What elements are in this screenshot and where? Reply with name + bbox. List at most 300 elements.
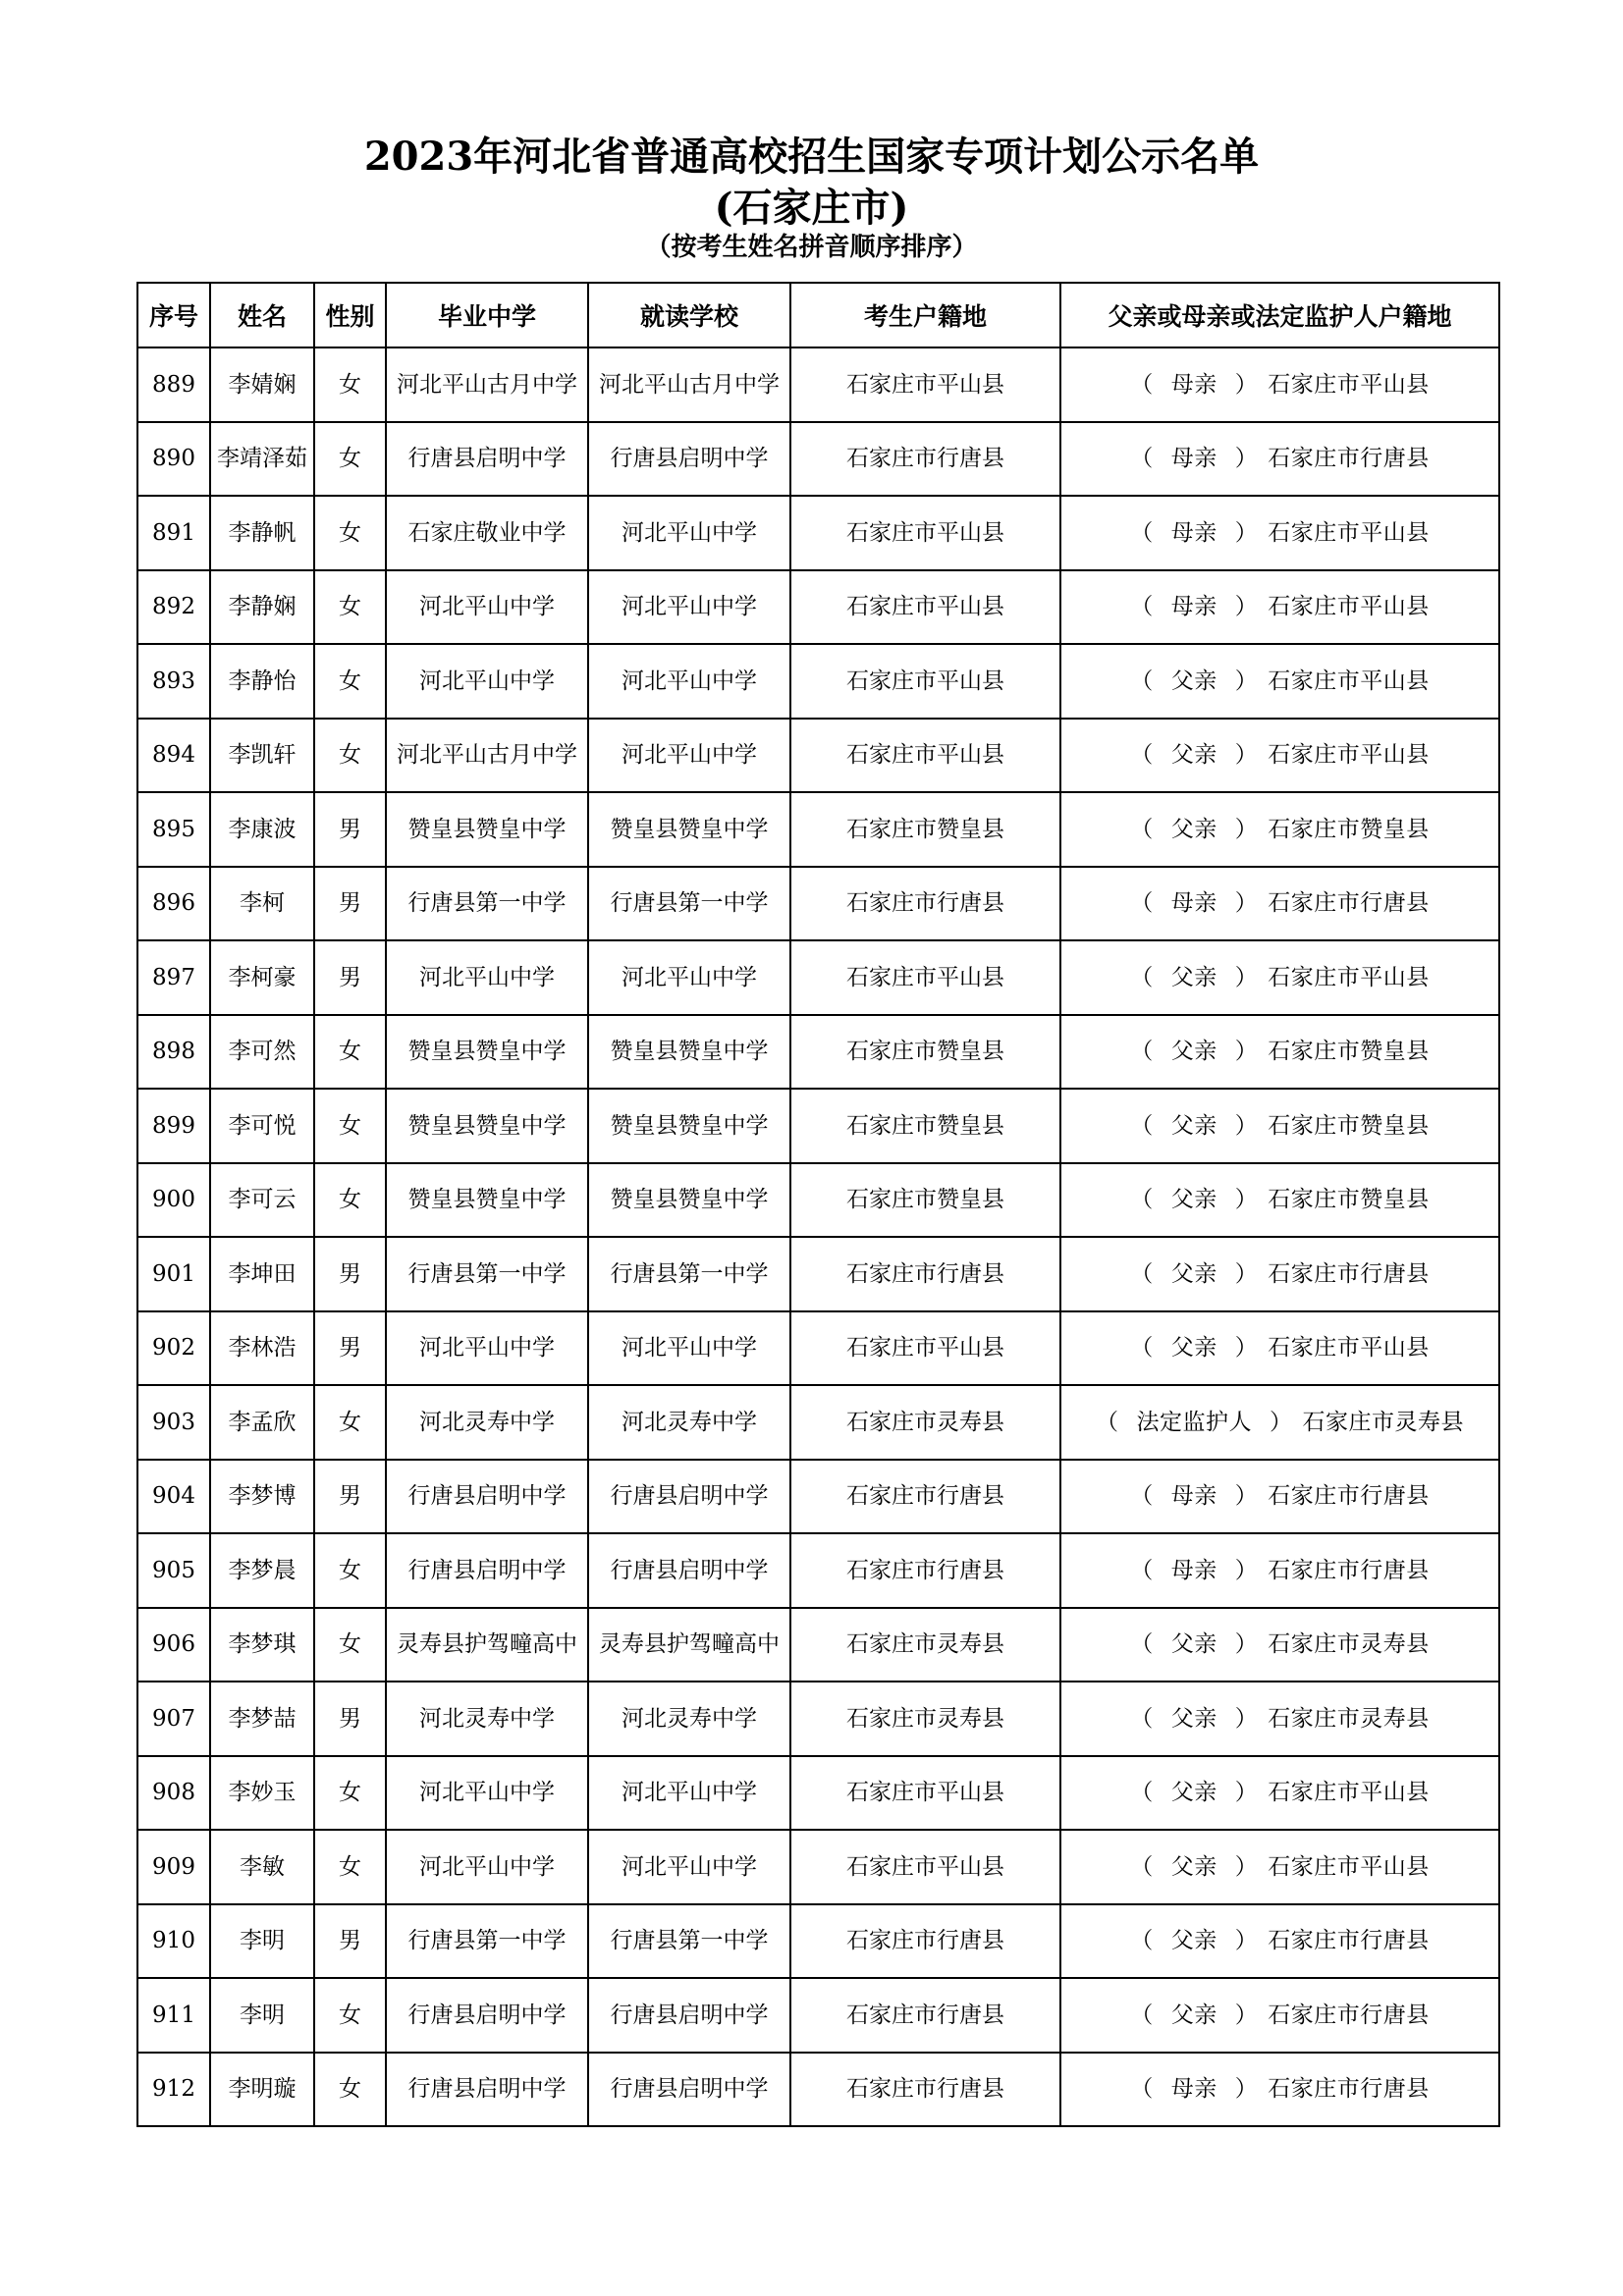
cell-grad-school: 行唐县第一中学: [386, 1904, 588, 1979]
cell-guardian-hukou: [1060, 2053, 1499, 2127]
column-header-hukou: 考生户籍地: [790, 283, 1060, 347]
paren-open: （: [1130, 890, 1154, 917]
cell-gender: 女: [314, 1385, 386, 1460]
paren-open: （: [1130, 2076, 1154, 2103]
cell-name: 李坤田: [210, 1237, 314, 1311]
cell-current-school: 灵寿县护驾疃高中: [588, 1608, 790, 1682]
cell-name: 李静娴: [210, 570, 314, 645]
cell-current-school: 河北平山中学: [588, 644, 790, 719]
guardian-place: 石家庄市赞皇县: [1268, 1039, 1430, 1065]
guardian-place: 石家庄市行唐县: [1268, 1260, 1430, 1287]
relation: 母亲: [1170, 1557, 1217, 1583]
paren-close: ）: [1234, 594, 1259, 620]
paren-close: ）: [1234, 1483, 1259, 1510]
cell-current-school: 河北平山中学: [588, 496, 790, 570]
relation: 父亲: [1170, 1853, 1217, 1880]
cell-grad-school: 河北平山古月中学: [386, 719, 588, 793]
table-row: [137, 1089, 1499, 1163]
cell-guardian-hukou: [1060, 1682, 1499, 1756]
cell-seq: 906: [137, 1608, 210, 1682]
guardian-place: 石家庄市行唐县: [1268, 890, 1430, 917]
cell-grad-school: 河北平山古月中学: [386, 347, 588, 422]
cell-name: 李柯豪: [210, 940, 314, 1015]
cell-current-school: 赞皇县赞皇中学: [588, 792, 790, 867]
cell-guardian-hukou: [1060, 1089, 1499, 1163]
cell-gender: 女: [314, 1608, 386, 1682]
table-row: [137, 570, 1499, 645]
guardian-place: 石家庄市赞皇县: [1268, 1187, 1430, 1213]
relation: 父亲: [1170, 1631, 1217, 1658]
table-row: [137, 1608, 1499, 1682]
cell-hukou: 石家庄市平山县: [790, 1830, 1060, 1904]
guardian-place: 石家庄市行唐县: [1268, 2002, 1430, 2028]
table-row: [137, 1682, 1499, 1756]
paren-close: ）: [1234, 1780, 1259, 1806]
cell-name: 李柯: [210, 867, 314, 941]
cell-name: 李可云: [210, 1163, 314, 1238]
cell-grad-school: 赞皇县赞皇中学: [386, 1015, 588, 1090]
paren-close: ）: [1234, 1187, 1259, 1213]
relation: 父亲: [1170, 1705, 1217, 1732]
cell-name: 李梦琪: [210, 1608, 314, 1682]
cell-guardian-hukou: [1060, 347, 1499, 422]
relation: 父亲: [1170, 667, 1217, 694]
cell-gender: 女: [314, 1978, 386, 2053]
cell-name: 李梦晨: [210, 1533, 314, 1608]
paren-close: ）: [1234, 816, 1259, 842]
column-header-name: 姓名: [210, 283, 314, 347]
cell-current-school: 行唐县启明中学: [588, 1978, 790, 2053]
cell-guardian-hukou: [1060, 1978, 1499, 2053]
cell-current-school: 赞皇县赞皇中学: [588, 1163, 790, 1238]
cell-gender: 男: [314, 792, 386, 867]
table-row: [137, 1756, 1499, 1831]
guardian-place: 石家庄市行唐县: [1268, 1928, 1430, 1954]
cell-name: 李婧娴: [210, 347, 314, 422]
table-header-row: [137, 283, 1499, 347]
paren-close: ）: [1234, 1260, 1259, 1287]
relation: 父亲: [1170, 1187, 1217, 1213]
guardian-place: 石家庄市灵寿县: [1302, 1409, 1464, 1435]
cell-gender: 男: [314, 1460, 386, 1534]
cell-guardian-hukou: [1060, 1163, 1499, 1238]
paren-open: （: [1130, 1335, 1154, 1362]
cell-hukou: 石家庄市行唐县: [790, 422, 1060, 497]
cell-grad-school: 赞皇县赞皇中学: [386, 1089, 588, 1163]
paren-close: ）: [1234, 2076, 1259, 2103]
paren-close: ）: [1234, 890, 1259, 917]
guardian-place: 石家庄市平山县: [1268, 742, 1430, 769]
paren-open: （: [1130, 1705, 1154, 1732]
paren-open: （: [1130, 1039, 1154, 1065]
cell-name: 李孟欣: [210, 1385, 314, 1460]
cell-grad-school: 河北平山中学: [386, 1830, 588, 1904]
guardian-place: 石家庄市平山县: [1268, 371, 1430, 398]
cell-hukou: 石家庄市平山县: [790, 1311, 1060, 1386]
paren-close: ）: [1270, 1409, 1293, 1435]
cell-hukou: 石家庄市行唐县: [790, 1460, 1060, 1534]
cell-gender: 男: [314, 1237, 386, 1311]
paren-open: （: [1130, 1928, 1154, 1954]
cell-name: 李林浩: [210, 1311, 314, 1386]
cell-gender: 女: [314, 422, 386, 497]
paren-close: ）: [1234, 667, 1259, 694]
paren-close: ）: [1234, 371, 1259, 398]
cell-seq: 911: [137, 1978, 210, 2053]
cell-current-school: 行唐县启明中学: [588, 1460, 790, 1534]
cell-grad-school: 石家庄敬业中学: [386, 496, 588, 570]
cell-gender: 女: [314, 1163, 386, 1238]
relation: 父亲: [1170, 1780, 1217, 1806]
cell-gender: 女: [314, 1830, 386, 1904]
table-body: [137, 347, 1499, 2126]
cell-seq: 898: [137, 1015, 210, 1090]
cell-current-school: 河北平山中学: [588, 1311, 790, 1386]
cell-grad-school: 行唐县启明中学: [386, 422, 588, 497]
relation: 母亲: [1170, 2076, 1217, 2103]
paren-close: ）: [1234, 964, 1259, 990]
cell-seq: 891: [137, 496, 210, 570]
relation: 父亲: [1170, 2002, 1217, 2028]
cell-name: 李明璇: [210, 2053, 314, 2127]
cell-hukou: 石家庄市平山县: [790, 644, 1060, 719]
page-subtitle: (石家庄市): [714, 185, 909, 231]
relation: 母亲: [1170, 890, 1217, 917]
cell-hukou: 石家庄市行唐县: [790, 2053, 1060, 2127]
cell-gender: 女: [314, 1089, 386, 1163]
cell-current-school: 行唐县第一中学: [588, 867, 790, 941]
paren-close: ）: [1234, 1631, 1259, 1658]
cell-name: 李可悦: [210, 1089, 314, 1163]
cell-guardian-hukou: [1060, 719, 1499, 793]
table-row: [137, 347, 1499, 422]
cell-grad-school: 赞皇县赞皇中学: [386, 792, 588, 867]
cell-gender: 女: [314, 1533, 386, 1608]
guardian-place: 石家庄市灵寿县: [1268, 1705, 1430, 1732]
paren-open: （: [1130, 519, 1154, 546]
cell-name: 李妙玉: [210, 1756, 314, 1831]
table-row: [137, 1830, 1499, 1904]
paren-open: （: [1130, 742, 1154, 769]
cell-current-school: 行唐县第一中学: [588, 1237, 790, 1311]
paren-close: ）: [1234, 1039, 1259, 1065]
cell-gender: 男: [314, 867, 386, 941]
guardian-place: 石家庄市平山县: [1268, 594, 1430, 620]
cell-seq: 890: [137, 422, 210, 497]
cell-seq: 894: [137, 719, 210, 793]
table-row: [137, 1533, 1499, 1608]
paren-close: ）: [1234, 1112, 1259, 1139]
paren-open: （: [1130, 1853, 1154, 1880]
cell-name: 李靖泽茹: [210, 422, 314, 497]
guardian-place: 石家庄市行唐县: [1268, 1557, 1430, 1583]
column-header-current-school: 就读学校: [588, 283, 790, 347]
cell-gender: 男: [314, 1682, 386, 1756]
table-row: [137, 1385, 1499, 1460]
cell-grad-school: 河北灵寿中学: [386, 1682, 588, 1756]
cell-gender: 女: [314, 496, 386, 570]
cell-seq: 902: [137, 1311, 210, 1386]
cell-gender: 女: [314, 347, 386, 422]
cell-hukou: 石家庄市平山县: [790, 347, 1060, 422]
cell-guardian-hukou: [1060, 867, 1499, 941]
cell-guardian-hukou: [1060, 644, 1499, 719]
paren-open: （: [1130, 1112, 1154, 1139]
cell-hukou: 石家庄市赞皇县: [790, 1089, 1060, 1163]
cell-name: 李静帆: [210, 496, 314, 570]
cell-guardian-hukou: [1060, 570, 1499, 645]
cell-seq: 897: [137, 940, 210, 1015]
table-row: [137, 940, 1499, 1015]
page-title: 2023年河北省普通高校招生国家专项计划公示名单: [363, 133, 1260, 180]
cell-guardian-hukou: [1060, 1311, 1499, 1386]
cell-grad-school: 河北平山中学: [386, 570, 588, 645]
cell-hukou: 石家庄市平山县: [790, 1756, 1060, 1831]
cell-seq: 903: [137, 1385, 210, 1460]
cell-hukou: 石家庄市行唐县: [790, 1237, 1060, 1311]
cell-seq: 893: [137, 644, 210, 719]
cell-gender: 女: [314, 570, 386, 645]
cell-guardian-hukou: [1060, 1385, 1499, 1460]
guardian-place: 石家庄市灵寿县: [1268, 1631, 1430, 1658]
guardian-place: 石家庄市赞皇县: [1268, 816, 1430, 842]
cell-current-school: 河北平山中学: [588, 719, 790, 793]
cell-hukou: 石家庄市灵寿县: [790, 1682, 1060, 1756]
cell-hukou: 石家庄市平山县: [790, 496, 1060, 570]
cell-seq: 909: [137, 1830, 210, 1904]
paren-open: （: [1130, 1483, 1154, 1510]
table-row: [137, 1978, 1499, 2053]
cell-current-school: 河北平山古月中学: [588, 347, 790, 422]
cell-name: 李梦博: [210, 1460, 314, 1534]
relation: 母亲: [1170, 519, 1217, 546]
cell-gender: 男: [314, 1311, 386, 1386]
cell-grad-school: 河北平山中学: [386, 644, 588, 719]
guardian-place: 石家庄市平山县: [1268, 1780, 1430, 1806]
paren-close: ）: [1234, 446, 1259, 472]
cell-gender: 女: [314, 2053, 386, 2127]
cell-current-school: 行唐县启明中学: [588, 2053, 790, 2127]
cell-current-school: 赞皇县赞皇中学: [588, 1089, 790, 1163]
table-row: [137, 1163, 1499, 1238]
cell-seq: 889: [137, 347, 210, 422]
paren-open: （: [1130, 1557, 1154, 1583]
guardian-place: 石家庄市行唐县: [1268, 1483, 1430, 1510]
cell-gender: 女: [314, 1756, 386, 1831]
paren-open: （: [1096, 1409, 1119, 1435]
guardian-place: 石家庄市平山县: [1268, 667, 1430, 694]
cell-name: 李凯轩: [210, 719, 314, 793]
cell-current-school: 河北平山中学: [588, 1830, 790, 1904]
guardian-place: 石家庄市行唐县: [1268, 2076, 1430, 2103]
cell-guardian-hukou: [1060, 1904, 1499, 1979]
cell-guardian-hukou: [1060, 1460, 1499, 1534]
relation: 法定监护人: [1136, 1409, 1252, 1435]
table-row: [137, 1904, 1499, 1979]
column-header-gender: 性别: [314, 283, 386, 347]
paren-open: （: [1130, 1631, 1154, 1658]
cell-hukou: 石家庄市平山县: [790, 719, 1060, 793]
cell-current-school: 行唐县第一中学: [588, 1904, 790, 1979]
guardian-place: 石家庄市平山县: [1268, 519, 1430, 546]
cell-seq: 907: [137, 1682, 210, 1756]
cell-seq: 896: [137, 867, 210, 941]
cell-hukou: 石家庄市行唐县: [790, 1904, 1060, 1979]
cell-grad-school: 行唐县启明中学: [386, 1460, 588, 1534]
cell-name: 李明: [210, 1904, 314, 1979]
paren-close: ）: [1234, 1557, 1259, 1583]
cell-hukou: 石家庄市灵寿县: [790, 1608, 1060, 1682]
paren-close: ）: [1234, 519, 1259, 546]
cell-hukou: 石家庄市赞皇县: [790, 1163, 1060, 1238]
table-row: [137, 1237, 1499, 1311]
sort-note: （按考生姓名拼音顺序排序）: [645, 233, 978, 262]
cell-name: 李可然: [210, 1015, 314, 1090]
cell-seq: 899: [137, 1089, 210, 1163]
cell-seq: 910: [137, 1904, 210, 1979]
relation: 母亲: [1170, 1483, 1217, 1510]
relation: 母亲: [1170, 371, 1217, 398]
cell-grad-school: 行唐县启明中学: [386, 2053, 588, 2127]
cell-guardian-hukou: [1060, 1608, 1499, 1682]
cell-hukou: 石家庄市赞皇县: [790, 792, 1060, 867]
cell-gender: 男: [314, 940, 386, 1015]
cell-hukou: 石家庄市行唐县: [790, 867, 1060, 941]
cell-seq: 904: [137, 1460, 210, 1534]
cell-name: 李敏: [210, 1830, 314, 1904]
cell-current-school: 赞皇县赞皇中学: [588, 1015, 790, 1090]
paren-close: ）: [1234, 2002, 1259, 2028]
cell-current-school: 行唐县启明中学: [588, 1533, 790, 1608]
cell-guardian-hukou: [1060, 422, 1499, 497]
paren-open: （: [1130, 667, 1154, 694]
paren-open: （: [1130, 1187, 1154, 1213]
cell-grad-school: 河北平山中学: [386, 940, 588, 1015]
column-header-guardian-hukou: 父亲或母亲或法定监护人户籍地: [1060, 283, 1499, 347]
cell-grad-school: 行唐县第一中学: [386, 867, 588, 941]
paren-open: （: [1130, 446, 1154, 472]
cell-current-school: 行唐县启明中学: [588, 422, 790, 497]
paren-open: （: [1130, 371, 1154, 398]
cell-name: 李梦喆: [210, 1682, 314, 1756]
cell-guardian-hukou: [1060, 1533, 1499, 1608]
table-row: [137, 496, 1499, 570]
cell-guardian-hukou: [1060, 792, 1499, 867]
cell-grad-school: 河北灵寿中学: [386, 1385, 588, 1460]
cell-gender: 女: [314, 1015, 386, 1090]
guardian-place: 石家庄市平山县: [1268, 1335, 1430, 1362]
cell-guardian-hukou: [1060, 1830, 1499, 1904]
cell-name: 李静怡: [210, 644, 314, 719]
guardian-place: 石家庄市赞皇县: [1268, 1112, 1430, 1139]
cell-guardian-hukou: [1060, 1015, 1499, 1090]
cell-grad-school: 行唐县启明中学: [386, 1533, 588, 1608]
cell-guardian-hukou: [1060, 496, 1499, 570]
relation: 父亲: [1170, 1335, 1217, 1362]
relation: 父亲: [1170, 964, 1217, 990]
paren-open: （: [1130, 816, 1154, 842]
cell-hukou: 石家庄市平山县: [790, 570, 1060, 645]
cell-current-school: 河北平山中学: [588, 1756, 790, 1831]
table-row: [137, 792, 1499, 867]
paren-open: （: [1130, 1780, 1154, 1806]
relation: 父亲: [1170, 1039, 1217, 1065]
cell-current-school: 河北灵寿中学: [588, 1682, 790, 1756]
guardian-place: 石家庄市行唐县: [1268, 446, 1430, 472]
cell-seq: 892: [137, 570, 210, 645]
cell-gender: 男: [314, 1904, 386, 1979]
relation: 父亲: [1170, 742, 1217, 769]
cell-hukou: 石家庄市行唐县: [790, 1978, 1060, 2053]
paren-close: ）: [1234, 1335, 1259, 1362]
cell-gender: 女: [314, 644, 386, 719]
table-row: [137, 1015, 1499, 1090]
cell-seq: 912: [137, 2053, 210, 2127]
cell-name: 李明: [210, 1978, 314, 2053]
cell-grad-school: 灵寿县护驾疃高中: [386, 1608, 588, 1682]
cell-grad-school: 河北平山中学: [386, 1756, 588, 1831]
cell-gender: 女: [314, 719, 386, 793]
cell-seq: 905: [137, 1533, 210, 1608]
cell-guardian-hukou: [1060, 940, 1499, 1015]
paren-close: ）: [1234, 742, 1259, 769]
cell-seq: 895: [137, 792, 210, 867]
cell-guardian-hukou: [1060, 1756, 1499, 1831]
relation: 母亲: [1170, 594, 1217, 620]
paren-open: （: [1130, 2002, 1154, 2028]
table-row: [137, 2053, 1499, 2127]
cell-hukou: 石家庄市平山县: [790, 940, 1060, 1015]
table-row: [137, 1311, 1499, 1386]
paren-close: ）: [1234, 1928, 1259, 1954]
paren-close: ）: [1234, 1853, 1259, 1880]
cell-grad-school: 行唐县第一中学: [386, 1237, 588, 1311]
guardian-place: 石家庄市平山县: [1268, 964, 1430, 990]
paren-close: ）: [1234, 1705, 1259, 1732]
cell-current-school: 河北平山中学: [588, 570, 790, 645]
table-row: [137, 719, 1499, 793]
cell-grad-school: 河北平山中学: [386, 1311, 588, 1386]
cell-guardian-hukou: [1060, 1237, 1499, 1311]
relation: 父亲: [1170, 1112, 1217, 1139]
cell-seq: 900: [137, 1163, 210, 1238]
relation: 父亲: [1170, 816, 1217, 842]
cell-current-school: 河北灵寿中学: [588, 1385, 790, 1460]
table-row: [137, 1460, 1499, 1534]
column-header-seq: 序号: [137, 283, 210, 347]
table-row: [137, 644, 1499, 719]
cell-seq: 901: [137, 1237, 210, 1311]
relation: 父亲: [1170, 1260, 1217, 1287]
cell-seq: 908: [137, 1756, 210, 1831]
cell-name: 李康波: [210, 792, 314, 867]
relation: 母亲: [1170, 446, 1217, 472]
cell-current-school: 河北平山中学: [588, 940, 790, 1015]
table-row: [137, 422, 1499, 497]
table-row: [137, 867, 1499, 941]
paren-open: （: [1130, 1260, 1154, 1287]
column-header-grad-school: 毕业中学: [386, 283, 588, 347]
relation: 父亲: [1170, 1928, 1217, 1954]
paren-open: （: [1130, 964, 1154, 990]
cell-grad-school: 行唐县启明中学: [386, 1978, 588, 2053]
cell-hukou: 石家庄市灵寿县: [790, 1385, 1060, 1460]
cell-hukou: 石家庄市行唐县: [790, 1533, 1060, 1608]
paren-open: （: [1130, 594, 1154, 620]
cell-hukou: 石家庄市赞皇县: [790, 1015, 1060, 1090]
cell-grad-school: 赞皇县赞皇中学: [386, 1163, 588, 1238]
guardian-place: 石家庄市平山县: [1268, 1853, 1430, 1880]
